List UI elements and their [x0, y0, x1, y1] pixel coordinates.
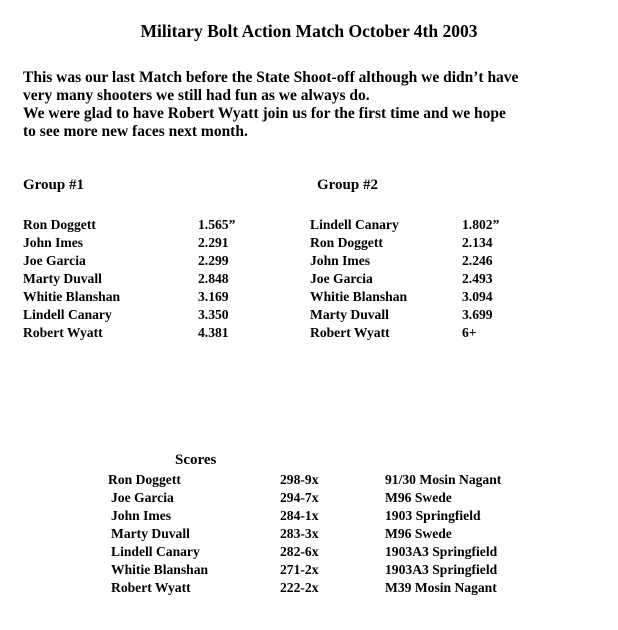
shooter-name: Joe Garcia [23, 253, 86, 268]
rifle: 91/30 Mosin Nagant [385, 472, 502, 487]
intro-line: to see more new faces next month. [23, 123, 248, 140]
shooter-name: John Imes [310, 253, 371, 268]
shooter-name: John Imes [23, 235, 84, 250]
scores-row [108, 507, 548, 525]
shooter-name: Ron Doggett [23, 217, 96, 232]
group2-row [310, 306, 570, 324]
group-size: 1.802” [462, 217, 500, 232]
shooter-name: Robert Wyatt [111, 580, 191, 595]
group1-row [23, 324, 283, 342]
rifle: 1903A3 Springfield [385, 562, 498, 577]
shooter-name: Robert Wyatt [310, 325, 390, 340]
group-size: 2.246 [462, 253, 493, 268]
shooter-name: Whitie Blanshan [111, 562, 209, 577]
shooter-name: Whitie Blanshan [23, 289, 121, 304]
scores-heading: Scores [175, 452, 217, 468]
scores-row [108, 471, 548, 489]
group1-row [23, 252, 283, 270]
group-size: 3.169 [198, 289, 229, 304]
shooter-name: Lindell Canary [111, 544, 200, 559]
rifle: 1903A3 Springfield [385, 544, 498, 559]
shooter-name: Ron Doggett [108, 472, 181, 487]
intro-line: This was our last Match before the State Shoot-off although we didn’t have [23, 69, 519, 86]
group-size: 3.699 [462, 307, 493, 322]
rifle: M96 Swede [385, 526, 452, 541]
rifle: 1903 Springfield [385, 508, 481, 523]
rifle: M39 Mosin Nagant [385, 580, 497, 595]
group-size: 4.381 [198, 325, 229, 340]
shooter-name: Whitie Blanshan [310, 289, 408, 304]
intro-line: We were glad to have Robert Wyatt join us for the first time and we hope [23, 105, 506, 122]
group1-row [23, 216, 283, 234]
shooter-name: Ron Doggett [310, 235, 383, 250]
group-size: 3.350 [198, 307, 229, 322]
shooter-name: Lindell Canary [310, 217, 399, 232]
group1-row [23, 288, 283, 306]
scores-row [108, 579, 548, 597]
scores-row [108, 525, 548, 543]
shooter-name: Lindell Canary [23, 307, 112, 322]
group-size: 3.094 [462, 289, 493, 304]
score: 222-2x [280, 580, 319, 595]
group-size: 2.299 [198, 253, 229, 268]
scores-table [108, 471, 548, 597]
group2-row [310, 324, 570, 342]
group-size: 6+ [462, 325, 477, 340]
group2-table [310, 216, 570, 342]
shooter-name: Marty Duvall [310, 307, 389, 322]
group2-heading: Group #2 [317, 177, 378, 193]
group1-row [23, 306, 283, 324]
rifle: M96 Swede [385, 490, 452, 505]
scores-row [108, 543, 548, 561]
shooter-name: John Imes [111, 508, 172, 523]
group2-row [310, 234, 570, 252]
group1-heading: Group #1 [23, 177, 84, 193]
shooter-name: Marty Duvall [23, 271, 102, 286]
group1-row [23, 270, 283, 288]
group-size: 2.134 [462, 235, 493, 250]
scores-row [108, 489, 548, 507]
score: 282-6x [280, 544, 319, 559]
intro-line: very many shooters we still had fun as we always do. [23, 87, 370, 104]
score: 283-3x [280, 526, 319, 541]
intro-paragraph [23, 69, 613, 141]
group-size: 2.493 [462, 271, 493, 286]
group2-row [310, 216, 570, 234]
group2-row [310, 288, 570, 306]
group-size: 2.291 [198, 235, 229, 250]
score: 284-1x [280, 508, 319, 523]
shooter-name: Joe Garcia [310, 271, 373, 286]
group-size: 1.565” [198, 217, 236, 232]
shooter-name: Joe Garcia [111, 490, 174, 505]
score: 271-2x [280, 562, 319, 577]
group2-row [310, 270, 570, 288]
page-title: Military Bolt Action Match October 4th 2003 [140, 21, 478, 41]
shooter-name: Marty Duvall [111, 526, 190, 541]
group-size: 2.848 [198, 271, 229, 286]
score: 298-9x [280, 472, 319, 487]
group1-row [23, 234, 283, 252]
score: 294-7x [280, 490, 319, 505]
scores-row [108, 561, 548, 579]
shooter-name: Robert Wyatt [23, 325, 103, 340]
group2-row [310, 252, 570, 270]
group1-table [23, 216, 283, 342]
